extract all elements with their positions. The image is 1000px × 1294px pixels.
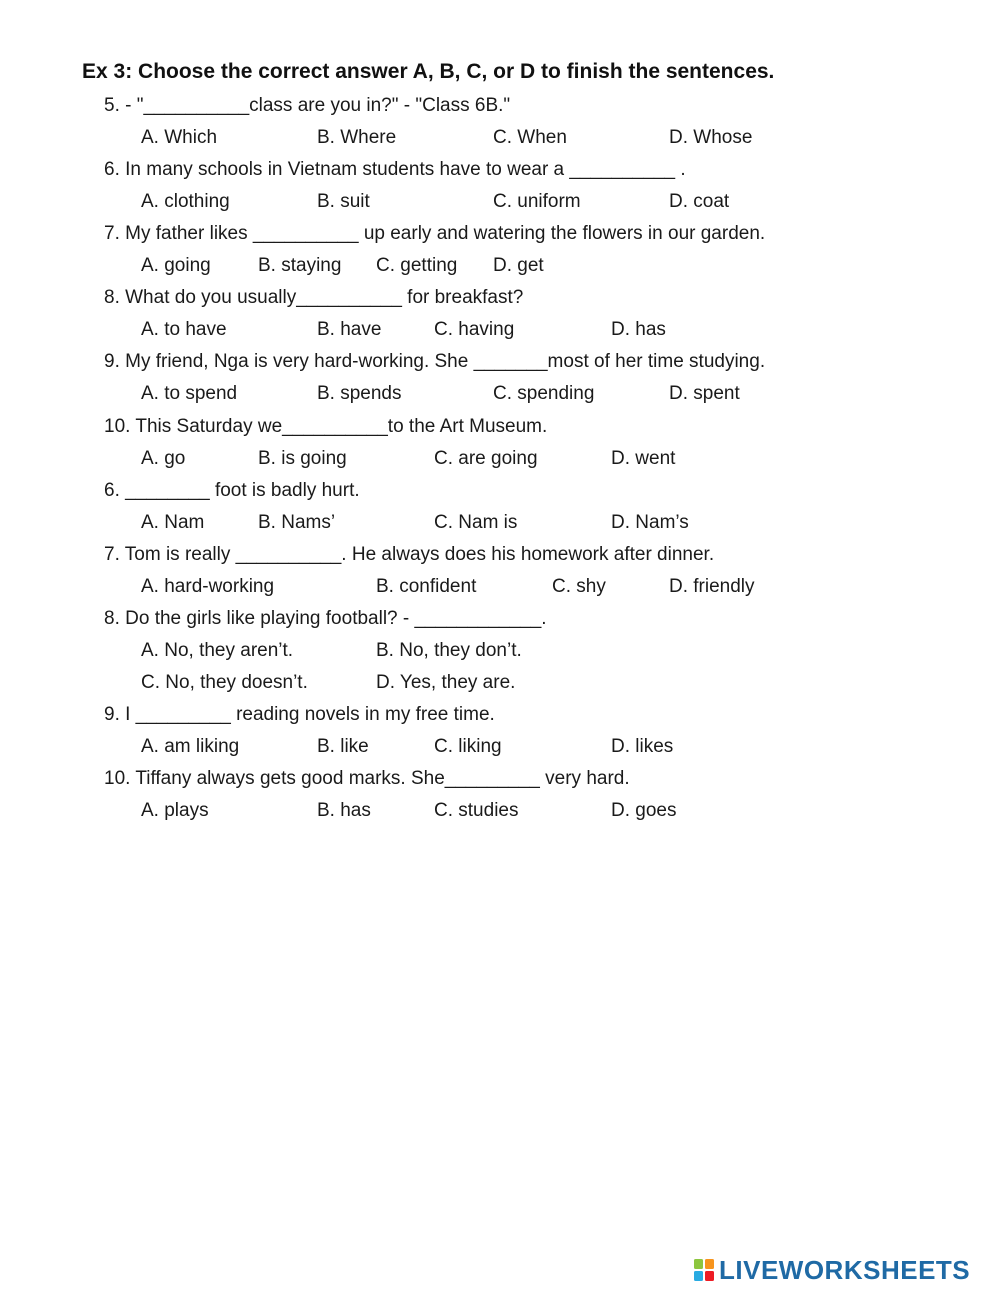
option-a[interactable]: A. plays xyxy=(141,800,209,821)
question-text: 5. - "__________class are you in?" - "Class 6B." xyxy=(104,95,511,116)
brand-text: LIVEWORKSHEETS xyxy=(719,1254,971,1285)
question-text: 9. I _________ reading novels in my free time. xyxy=(104,704,495,725)
liveworksheets-mark-icon xyxy=(693,1258,715,1282)
option-b[interactable]: B. No, they don’t. xyxy=(376,640,522,661)
option-c[interactable]: C. studies xyxy=(434,800,519,821)
option-b[interactable]: B. Where xyxy=(317,127,397,148)
option-b[interactable]: B. staying xyxy=(258,255,342,276)
question-text: 8. Do the girls like playing football? - ____________. xyxy=(104,608,547,629)
question-text: 6. In many schools in Vietnam students have to wear a __________ . xyxy=(104,159,686,180)
option-d[interactable]: D. likes xyxy=(611,736,674,757)
option-a[interactable]: A. clothing xyxy=(141,191,230,212)
liveworksheets-logo xyxy=(693,1255,970,1285)
option-d[interactable]: D. has xyxy=(611,319,666,340)
question-text: 7. Tom is really __________. He always does his homework after dinner. xyxy=(104,544,715,565)
option-c[interactable]: C. No, they doesn’t. xyxy=(141,672,308,693)
option-a[interactable]: A. No, they aren’t. xyxy=(141,640,294,661)
option-a[interactable]: A. Which xyxy=(141,127,218,148)
question-text: 6. ________ foot is badly hurt. xyxy=(104,480,360,501)
option-a[interactable]: A. going xyxy=(141,255,211,276)
option-c[interactable]: C. are going xyxy=(434,448,538,469)
option-b[interactable]: B. has xyxy=(317,800,371,821)
question-text: 8. What do you usually__________ for breakfast? xyxy=(104,287,524,308)
option-b[interactable]: B. Nams’ xyxy=(258,512,336,533)
option-b[interactable]: B. have xyxy=(317,319,382,340)
option-d[interactable]: D. coat xyxy=(669,191,730,212)
option-b[interactable]: B. spends xyxy=(317,383,402,404)
option-d[interactable]: D. get xyxy=(493,255,544,276)
option-c[interactable]: C. uniform xyxy=(493,191,581,212)
option-d[interactable]: D. friendly xyxy=(669,576,755,597)
option-c[interactable]: C. Nam is xyxy=(434,512,518,533)
option-c[interactable]: C. having xyxy=(434,319,515,340)
option-d[interactable]: D. Yes, they are. xyxy=(376,672,516,693)
option-c[interactable]: C. getting xyxy=(376,255,458,276)
option-c[interactable]: C. spending xyxy=(493,383,595,404)
option-c[interactable]: C. shy xyxy=(552,576,606,597)
option-c[interactable]: C. liking xyxy=(434,736,502,757)
option-d[interactable]: D. Whose xyxy=(669,127,753,148)
option-a[interactable]: A. to spend xyxy=(141,383,238,404)
question-text: 10. This Saturday we__________to the Art Museum. xyxy=(104,416,548,437)
option-a[interactable]: A. am liking xyxy=(141,736,240,757)
option-a[interactable]: A. go xyxy=(141,448,186,469)
option-d[interactable]: D. Nam’s xyxy=(611,512,689,533)
option-c[interactable]: C. When xyxy=(493,127,567,148)
option-a[interactable]: A. hard-working xyxy=(141,576,275,597)
option-b[interactable]: B. is going xyxy=(258,448,347,469)
option-d[interactable]: D. spent xyxy=(669,383,740,404)
option-d[interactable]: D. goes xyxy=(611,800,677,821)
option-b[interactable]: B. confident xyxy=(376,576,477,597)
option-a[interactable]: A. to have xyxy=(141,319,227,340)
exercise-heading: Ex 3: Choose the correct answer A, B, C, or D to finish the sentences. xyxy=(82,60,775,83)
question-text: 7. My father likes __________ up early and watering the flowers in our garden. xyxy=(104,223,766,244)
question-text: 10. Tiffany always gets good marks. She_________ very hard. xyxy=(104,768,630,789)
question-text: 9. My friend, Nga is very hard-working. She _______most of her time studying. xyxy=(104,351,766,372)
option-b[interactable]: B. suit xyxy=(317,191,370,212)
option-a[interactable]: A. Nam xyxy=(141,512,205,533)
option-b[interactable]: B. like xyxy=(317,736,369,757)
option-d[interactable]: D. went xyxy=(611,448,676,469)
